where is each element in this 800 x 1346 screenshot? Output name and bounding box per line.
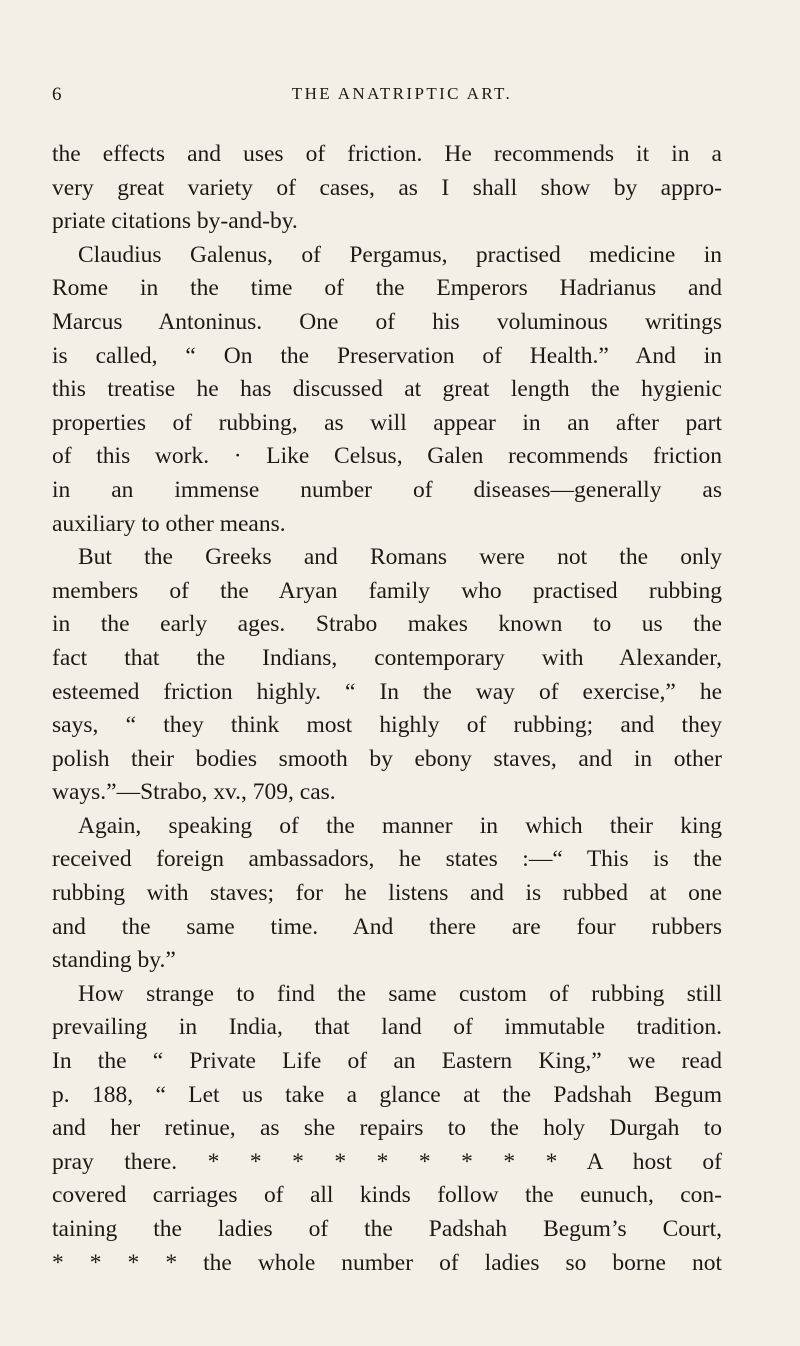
- text-line: Marcus Antoninus. One of his voluminous writings: [52, 308, 722, 335]
- text-line: Again, speaking of the manner in which their king: [78, 812, 722, 839]
- text-line: pray there. * * * * * * * * * A host of: [52, 1148, 722, 1175]
- text-line: very great variety of cases, as I shall show by appro-: [52, 174, 722, 201]
- text-line: the effects and uses of friction. He recommends it in a: [52, 141, 722, 167]
- text-line: in the early ages. Strabo makes known to us the: [52, 611, 722, 638]
- text-line: How strange to find the same custom of rubbing still: [78, 980, 722, 1007]
- text-line: covered carriages of all kinds follow the eunuch, con-: [52, 1182, 722, 1209]
- text-line: prevailing in India, that land of immutable tradition.: [52, 1014, 722, 1041]
- text-line: rubbing with staves; for he listens and is rubbed at one: [52, 880, 722, 907]
- text-line: fact that the Indians, contemporary with Alexander,: [52, 644, 722, 671]
- text-line: and her retinue, as she repairs to the holy Durgah to: [52, 1115, 722, 1142]
- text-line: esteemed friction highly. “ In the way of exercise,” he: [52, 678, 722, 705]
- text-line: members of the Aryan family who practised rubbing: [52, 577, 722, 604]
- text-line: auxiliary to other means.: [52, 510, 286, 537]
- text-line: But the Greeks and Romans were not the only: [78, 544, 722, 571]
- text-line: standing by.”: [52, 947, 176, 974]
- text-line: Claudius Galenus, of Pergamus, practised medicine in: [78, 241, 722, 268]
- text-line: says, “ they think most highly of rubbing; and they: [52, 712, 722, 739]
- text-line: * * * * the whole number of ladies so borne not: [52, 1249, 722, 1276]
- text-line: In the “ Private Life of an Eastern King,” we read: [52, 1048, 722, 1075]
- text-line: properties of rubbing, as will appear in an after part: [52, 409, 722, 436]
- running-title: THE ANATRIPTIC ART.: [291, 84, 513, 103]
- text-line: Rome in the time of the Emperors Hadrianus and: [52, 275, 722, 302]
- text-line: in an immense number of diseases—generally as: [52, 476, 722, 503]
- text-line: priate citations by-and-by.: [52, 208, 298, 235]
- text-line: is called, “ On the Preservation of Health.” And in: [52, 342, 722, 369]
- text-line: ways.”—Strabo, xv., 709, cas.: [52, 779, 336, 806]
- text-line: this treatise he has discussed at great length the hygienic: [52, 376, 722, 403]
- text-line: p. 188, “ Let us take a glance at the Padshah Begum: [52, 1081, 722, 1108]
- text-line: received foreign ambassadors, he states :—“ This is the: [52, 846, 722, 873]
- page-number: 6: [52, 84, 62, 105]
- body-text: [52, 138, 722, 1280]
- text-line: of this work. · Like Celsus, Galen recommends friction: [52, 443, 722, 470]
- text-line: and the same time. And there are four rubbers: [52, 913, 722, 940]
- text-line: polish their bodies smooth by ebony staves, and in other: [52, 745, 722, 772]
- running-head: [52, 84, 752, 114]
- text-line: taining the ladies of the Padshah Begum’s Court,: [52, 1216, 722, 1242]
